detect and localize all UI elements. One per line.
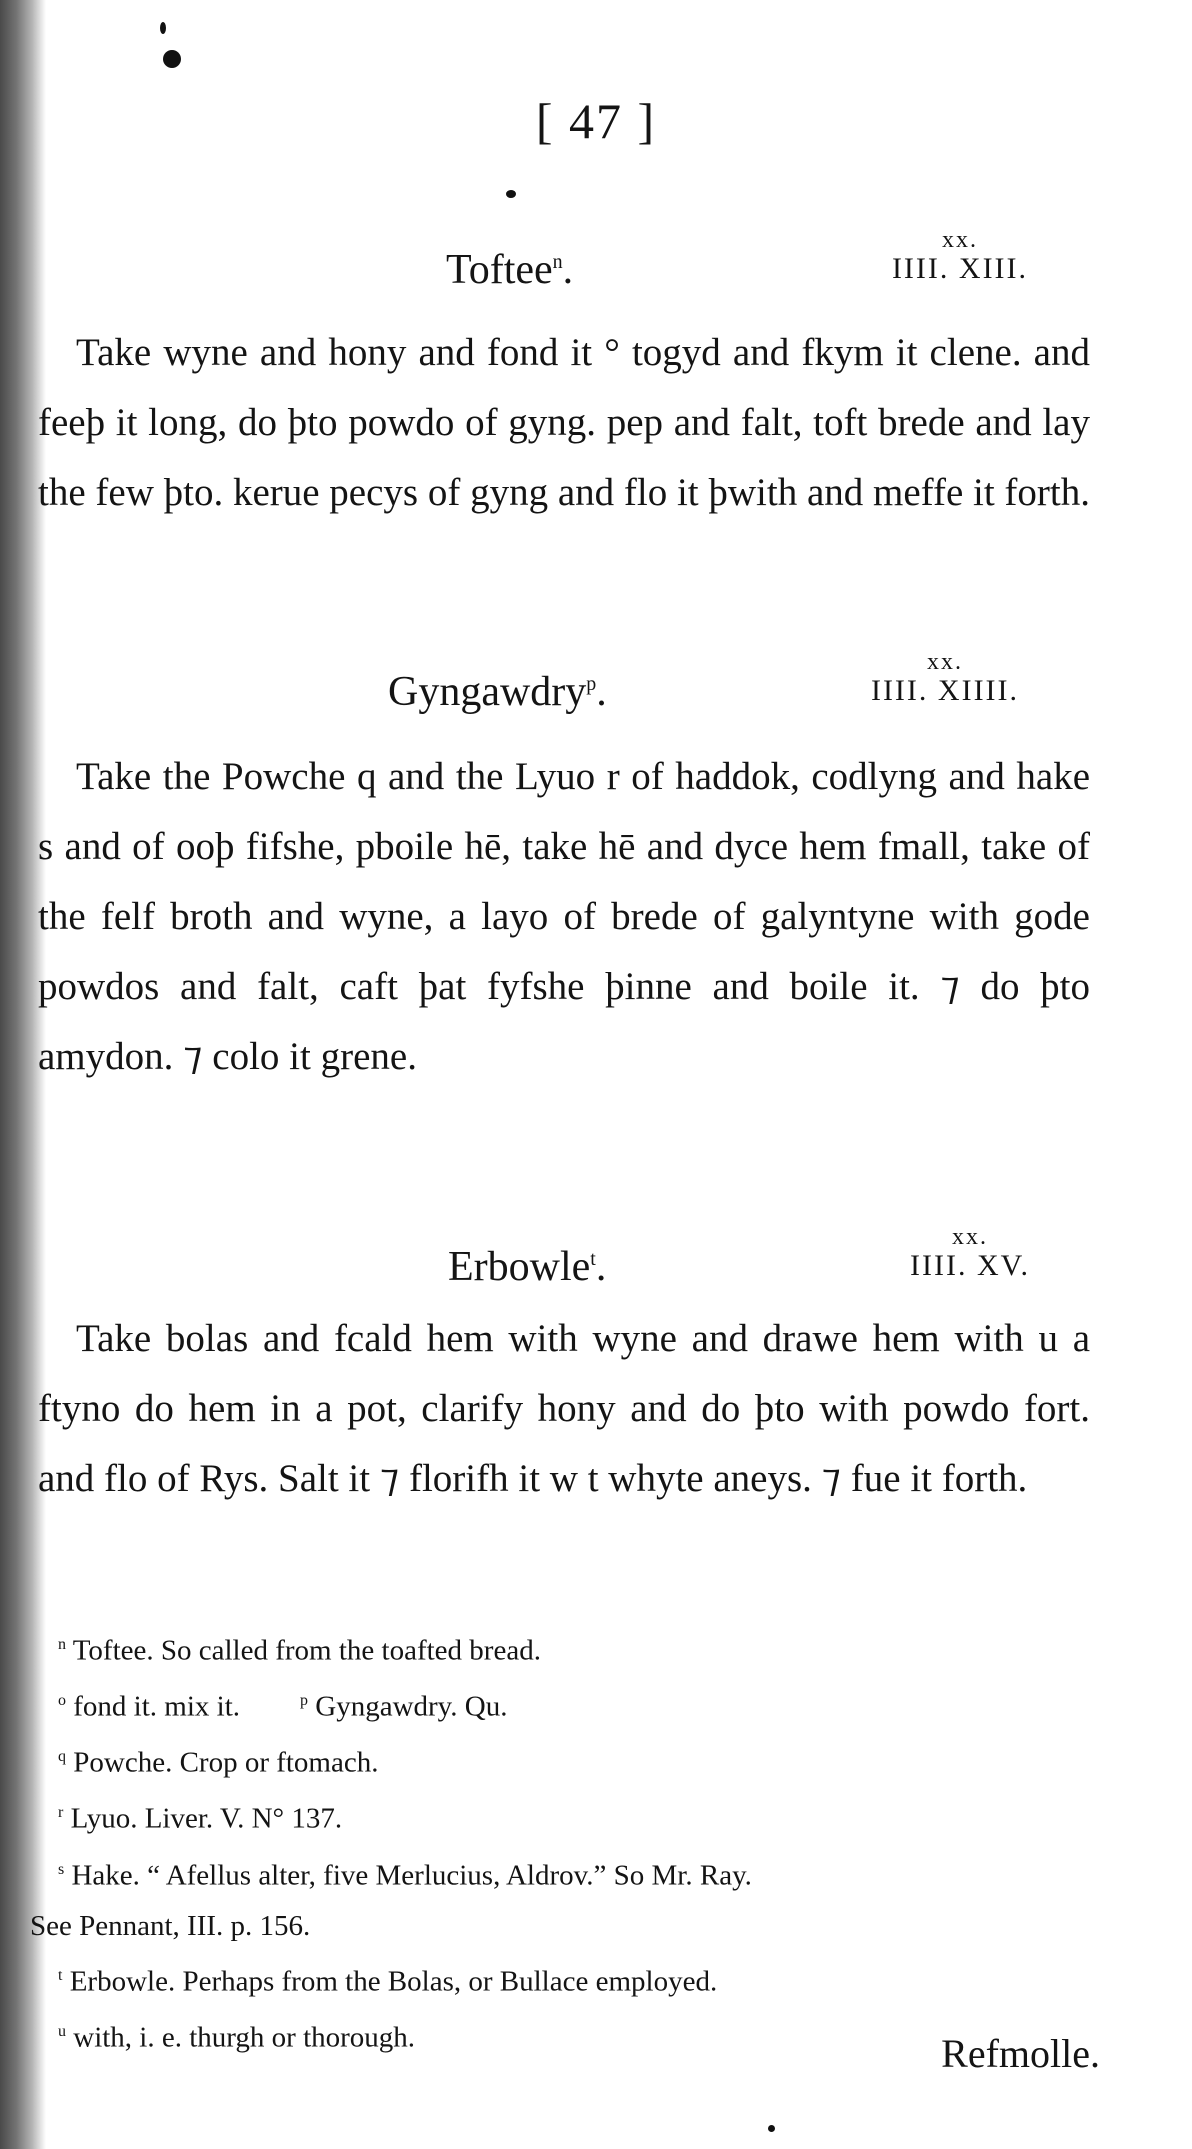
footnote-text: Toftee. So called from the toafted bread.: [72, 1634, 541, 1667]
recipe-header: [0, 650, 1192, 730]
note-mark: n: [552, 251, 563, 273]
recipe-title-text: Erbowle: [448, 1244, 591, 1290]
note-mark: t: [590, 1248, 596, 1270]
note-mark: p: [586, 673, 597, 695]
note-mark: o: [58, 1692, 66, 1710]
footnote: [58, 1620, 1098, 1676]
footnotes: [30, 1620, 1098, 2064]
page-number: [ 47 ]: [535, 93, 657, 149]
footnote-text: See Pennant, III. p. 156.: [30, 1909, 311, 1942]
ink-speck: [163, 50, 181, 68]
footnote: [58, 1845, 1098, 1901]
recipe-number: [880, 1225, 1060, 1283]
recipe-text: Take wyne and hony and fond it ° togyd and fkym it clene. and feeþ it long, do þto powdo of gyng. pep and falt, toft brede and lay the few þto. kerue pecys of gyng and flo it þwith and meffe it forth.: [38, 331, 1090, 514]
recipe-number-top: xx.: [927, 649, 963, 675]
footnote-text: fond it. mix it.: [73, 1690, 240, 1723]
recipe-number-bottom: IIII. XV.: [910, 1249, 1030, 1282]
recipe-title: Erbowle$^t$.: [448, 1244, 607, 1290]
recipe-text: Take the Powche q and the Lyuo r of haddok, codlyng and hake s and of ooþ fifshe, pboile hē, take hē and dyce hem fmall, take of the felf broth and wyne, a layo of brede of galyntyne with gode powdos and falt, caft þat fyfshe þinne and boile it. ⁊ do þto amydon. ⁊ colo it grene.: [38, 755, 1090, 1078]
recipe-number-bottom: IIII. XIIII.: [870, 674, 1020, 707]
recipe-number-top: xx.: [942, 227, 978, 253]
recipe-number: [860, 228, 1060, 286]
note-mark: q: [58, 1748, 66, 1766]
recipe-number: [830, 650, 1060, 708]
recipe-number-bottom: IIII. XIII.: [891, 252, 1029, 285]
ink-speck: [768, 2125, 775, 2132]
footnote: [58, 1788, 1098, 1844]
note-mark: p: [300, 1692, 308, 1710]
note-mark: n: [58, 1636, 66, 1653]
footnote-text: Lyuo. Liver. V. N° 137.: [70, 1803, 343, 1836]
recipe-header: [0, 228, 1192, 308]
recipe-title: Gyngawdry$^p$.: [388, 669, 607, 715]
note-mark: r: [58, 1804, 64, 1822]
footnote-text: with, i. e. thurgh or thorough.: [73, 2022, 416, 2055]
footnote-text: Powche. Crop or ftomach.: [73, 1746, 379, 1779]
footnote-text: Hake. “ Afellus alter, five Merlucius, Aldrov.” So Mr. Ray.: [71, 1859, 752, 1892]
recipe-text: Take bolas and fcald hem with wyne and drawe hem with u a ftyno do hem in a pot, clarify hony and do þto with powdo fort. and flo of Rys. Salt it ⁊ florifh it w t whyte aneys. ⁊ fue it forth.: [38, 1317, 1090, 1500]
footnote-continuation: [30, 1901, 1098, 1952]
recipe-body: [38, 318, 1090, 528]
recipe-title-text: Toftee: [446, 247, 553, 293]
note-mark: t: [58, 1967, 63, 1985]
footnote: [58, 1951, 1098, 2007]
footnote: [58, 1676, 1098, 1732]
note-mark: u: [58, 2023, 66, 2041]
note-mark: s: [58, 1860, 65, 1878]
recipe-number-top: xx.: [952, 1224, 988, 1250]
ink-speck: [160, 22, 166, 34]
footnote: [58, 1732, 1098, 1788]
catchword: Refmolle.: [941, 2031, 1100, 2076]
recipe-body: [38, 742, 1090, 1092]
recipe-title-text: Gyngawdry: [388, 669, 587, 715]
ink-speck: [506, 190, 516, 198]
recipe-title: Toftee$^n$.: [446, 247, 574, 293]
recipe-header: [0, 1225, 1192, 1305]
recipe-body: [38, 1304, 1090, 1514]
footnote-text: Erbowle. Perhaps from the Bolas, or Bullace employed.: [69, 1965, 718, 1998]
footnote-text: Gyngawdry. Qu.: [315, 1690, 508, 1723]
